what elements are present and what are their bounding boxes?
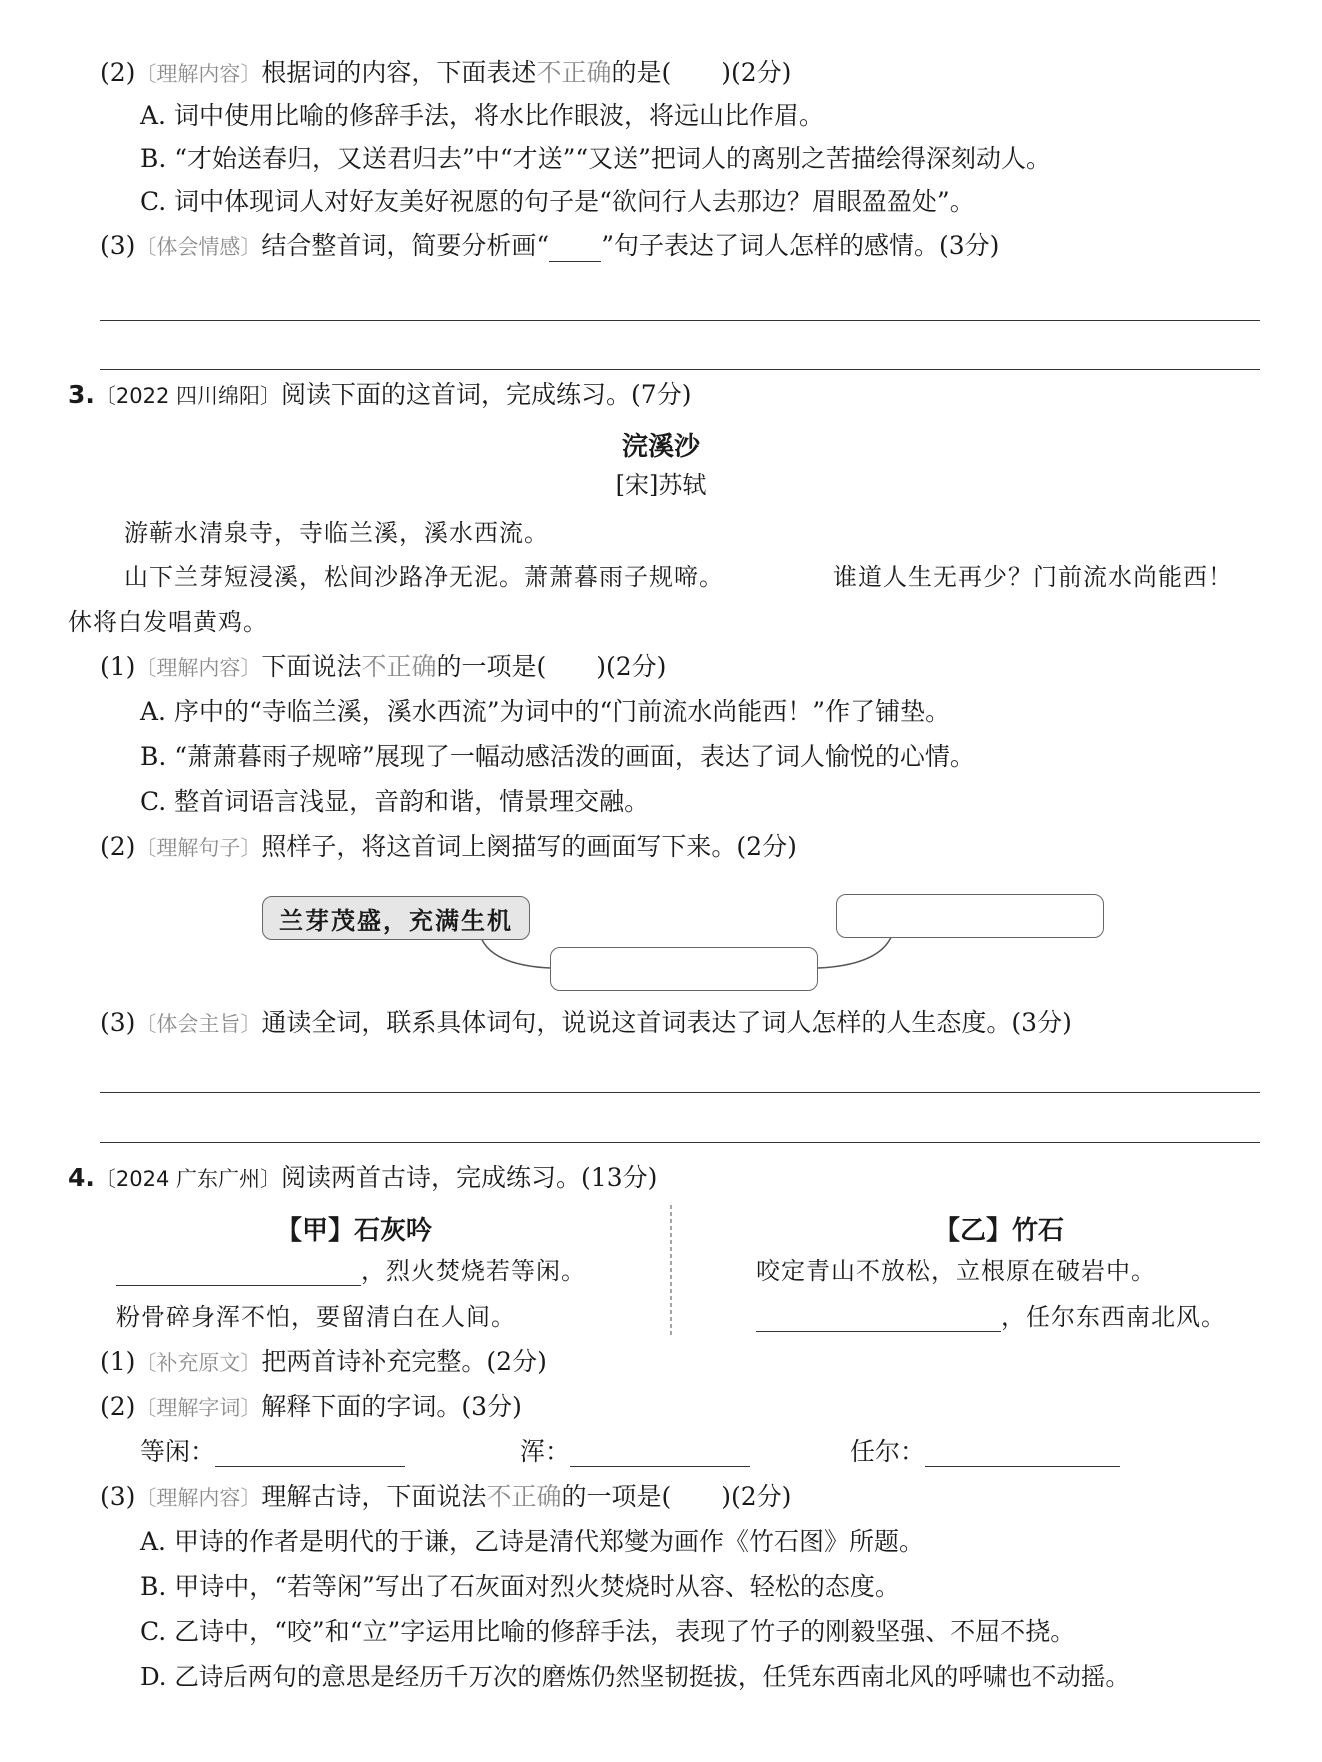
poem-a-title: 【甲】石灰吟	[276, 1216, 433, 1246]
skill-tag: 〔理解字词〕	[135, 1396, 262, 1420]
skill-tag: 〔补充原文〕	[135, 1351, 262, 1375]
poem-b-line2: ，任尔东西南北风。	[756, 1302, 1226, 1332]
answer-box[interactable]	[550, 947, 818, 991]
question-number: 3.	[68, 380, 95, 409]
q3-part2-stem: (2)〔理解句子〕照样子，将这首词上阕描写的画面写下来。(2分)	[100, 832, 797, 861]
q2-option-c: C. 词中体现词人对好友美好祝愿的句子是“欲问行人去那边？眉眼盈盈处”。	[140, 187, 975, 216]
q4-part1-stem: (1)〔补充原文〕把两首诗补充完整。(2分)	[100, 1347, 547, 1376]
poem-b-title: 【乙】竹石	[934, 1216, 1065, 1246]
answer-box[interactable]	[836, 894, 1104, 938]
poem-title: 浣溪沙	[621, 432, 700, 462]
poem-preface: 游蕲水清泉寺，寺临兰溪，溪水西流。	[124, 519, 549, 547]
q3-option-a: A. 序中的“寺临兰溪，溪水西流”为词中的“门前流水尚能西！”作了铺垫。	[140, 697, 951, 726]
poem-a-line2: 粉骨碎身浑不怕，要留清白在人间。	[116, 1303, 516, 1331]
divider	[666, 1205, 676, 1335]
q4-header: 4.〔2024 广东广州〕阅读两首古诗，完成练习。(13分)	[68, 1163, 658, 1192]
skill-tag: 〔体会情感〕	[135, 235, 262, 259]
q4-part3-stem: (3)〔理解内容〕理解古诗，下面说法不正确的一项是( )(2分)	[100, 1482, 792, 1511]
poem-a-line1: ，烈火焚烧若等闲。	[116, 1256, 586, 1286]
negation-highlight: 不正确	[536, 58, 612, 87]
source-tag: 〔2024 广东广州〕	[94, 1167, 282, 1191]
question-number: 4.	[68, 1163, 95, 1192]
fill-blank[interactable]	[116, 1259, 361, 1286]
fill-blank[interactable]	[215, 1466, 405, 1467]
poem-line: 休将白发唱黄鸡。	[68, 608, 268, 636]
negation-highlight: 不正确	[486, 1482, 562, 1511]
q2-part3-stem: (3)〔体会情感〕结合整首词，简要分析画“ ”句子表达了词人怎样的感情。(3分)	[100, 231, 1000, 260]
q4-option-c: C. 乙诗中，“咬”和“立”字运用比喻的修辞手法，表现了竹子的刚毅坚强、不屈不挠。	[140, 1617, 1076, 1646]
skill-tag: 〔体会主旨〕	[135, 1012, 262, 1036]
skill-tag: 〔理解句子〕	[135, 836, 262, 860]
q3-part1-stem: (1)〔理解内容〕下面说法不正确的一项是( )(2分)	[100, 652, 667, 681]
q3-part3-stem: (3)〔体会主旨〕通读全词，联系具体词句，说说这首词表达了词人怎样的人生态度。(3分)	[100, 1008, 1072, 1037]
skill-tag: 〔理解内容〕	[135, 1486, 262, 1510]
word-item: 浑：	[520, 1437, 750, 1467]
fill-blank[interactable]	[756, 1305, 1001, 1332]
q4-part2-stem: (2)〔理解字词〕解释下面的字词。(3分)	[100, 1392, 522, 1421]
q2-option-b: B. “才始送春归，又送君归去”中“才送”“又送”把词人的离别之苦描绘得深刻动人。	[140, 144, 1051, 173]
fill-blank[interactable]	[570, 1466, 750, 1467]
part-number: (2)	[100, 58, 136, 87]
skill-tag: 〔理解内容〕	[135, 656, 262, 680]
answer-line[interactable]	[100, 1092, 1260, 1093]
q3-header: 3.〔2022 四川绵阳〕阅读下面的这首词，完成练习。(7分)	[68, 380, 692, 409]
poem-author: [宋]苏轼	[615, 471, 707, 499]
fill-blank[interactable]	[925, 1466, 1120, 1467]
q2-part2-stem: (2)〔理解内容〕根据词的内容，下面表述不正确的是( )(2分)	[100, 58, 792, 87]
skill-tag: 〔理解内容〕	[135, 62, 262, 86]
q3-option-c: C. 整首词语言浅显，音韵和谐，情景理交融。	[140, 787, 650, 816]
negation-highlight: 不正确	[361, 652, 437, 681]
example-box: 兰芽茂盛，充满生机	[262, 896, 530, 940]
source-tag: 〔2022 四川绵阳〕	[94, 384, 282, 408]
q4-option-a: A. 甲诗的作者是明代的于谦，乙诗是清代郑燮为画作《竹石图》所题。	[140, 1527, 924, 1556]
poem-line: 山下兰芽短浸溪，松间沙路净无泥。萧萧暮雨子规啼。	[124, 563, 724, 591]
q4-option-d: D. 乙诗后两句的意思是经历千万次的磨炼仍然坚韧挺拔，任凭东西南北风的呼啸也不动摇。	[140, 1662, 1130, 1691]
word-item: 等闲：	[140, 1437, 405, 1467]
q4-option-b: B. 甲诗中，“若等闲”写出了石灰面对烈火焚烧时从容、轻松的态度。	[140, 1572, 900, 1601]
q2-option-a: A. 词中使用比喻的修辞手法，将水比作眼波，将远山比作眉。	[140, 101, 824, 130]
poem-line: 谁道人生无再少？门前流水尚能西！	[833, 563, 1233, 591]
answer-line[interactable]	[100, 1142, 1260, 1143]
q3-option-b: B. “萧萧暮雨子规啼”展现了一幅动感活泼的画面，表达了词人愉悦的心情。	[140, 742, 975, 771]
poem-b-line1: 咬定青山不放松，立根原在破岩中。	[756, 1257, 1156, 1285]
word-item: 任尔：	[850, 1437, 1120, 1467]
